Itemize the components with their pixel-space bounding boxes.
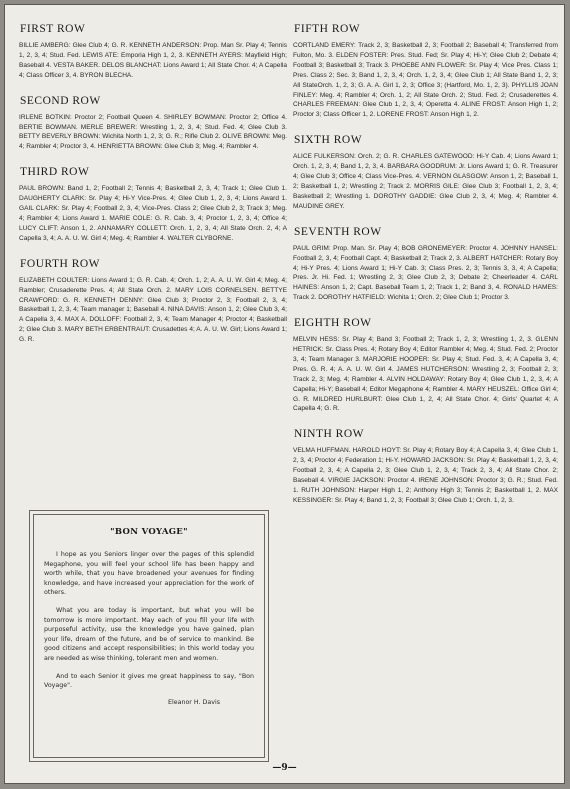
section-text: ELIZABETH COULTER: Lions Award 1; G. R. Cab. 4; Orch. 1, 2; A. A. U. W. Girl 4; Meg. 4; Rambler; Crusaderette Pres. 4; All State Orch. 2. MARY LOIS CORNELSEN. BETTYE CRAWFORD: G. R. KENNETH DENNY: Glee Club 3; Proctor 2, 3; Football 2, 3, 4; Basketball 1, 2, 3, 4; Team manager 1; Baseball 4. NINA DAVIS: Anson 1, 2; Glee Club 3, 4; A Capella 3, 4. MAX A. DOLLOFF: Football 2, 3, 4; Team Manager 4; Proctor 4; Basketball 2; Glee Club 3. MARY BETH ERBENTRAUT: Crusadettes 4; A. A. U. W. Girl; Lions Award 1; G. R. xyxy=(19,276,287,344)
bon-voyage-box xyxy=(29,510,269,762)
section-text: PAUL GRIM: Prop. Man. Sr. Play 4; BOB GRONEMEYER: Proctor 4. JOHNNY HANSEL: Football 2, 3, 4; Football Capt. 4; Basketball 2; Track 2, 3. ALBERT HATCHER: Rotary Boy 4; Hi-Y Pres. 4; Lions Award 1; Hi-Y Cab. 3; Class Pres. 2, 3; Tennis 3, 3, 4; A Capella; Pres. Jr. Hi. Fed. 1; Wrestling 2, 3; Glee Club 2, 3; Debate 2; Cheerleader 4. CARL HAINES: Anson 1, 2; Capt. Baseball Team 1, 2; Track 1, 2; Band 3, 4. RONALD HAMES: Track 2. DOROTHY HATFIELD: Wichita 1; Orch. 2; Glee Club 1; Proctor 3. xyxy=(293,244,558,302)
bon-voyage-inner-border xyxy=(33,514,265,758)
section-text: BILLIE AMBERG: Glee Club 4; G. R. KENNETH ANDERSON: Prop. Man Sr. Play 4; Tennis 1, 2, 3, 4; Stud. Fed. LEWIS ATE: Emporia High 1, 2, 3. KENNETH AYERS: Mayfield High; Baseball 4. VESTA BAKER. DELOS BLANCHAT: Lions Award 1; All State Chor. 4; A Capella 4; Class Officer 3, 4. BYRON BLECHA. xyxy=(19,42,287,79)
section-heading: THIRD ROW xyxy=(20,166,90,179)
section-heading: FOURTH ROW xyxy=(20,257,101,270)
sixth-row-section xyxy=(293,134,558,211)
section-heading: SECOND ROW xyxy=(20,94,101,107)
first-row-section xyxy=(19,23,287,81)
bon-voyage-paragraph: And to each Senior it gives me great happiness to say, "Bon Voyage". xyxy=(44,672,254,690)
section-text: IRLENE BOTKIN: Proctor 2; Football Queen 4. SHIRLEY BOWMAN: Proctor 2; Office 4. BERTIE BOWMAN. MERLE BREWER: Wrestling 1, 2, 3, 4; Stud. Fed. 4; Glee Club 3. BETTY BEVERLY BROWN: Wichita North 1, 2, 3; G. R.; Rifle Club 2. OLIVE BROWN: Meg. 4; Rambler 4; Proctor 3, 4. HENRIETTA BROWN: Glee Club 3; Meg. 4; Rambler 4. xyxy=(19,113,287,151)
page-number: —9— xyxy=(272,763,297,773)
ninth-row-section xyxy=(293,428,558,505)
section-text: ALICE FULKERSON: Orch. 2; G. R. CHARLES GATEWOOD: Hi-Y Cab. 4; Lions Award 1; Orch. 1, 2, 3, 4; Band 1, 2, 3, 4. BARBARA GOODRUM: Jr. Lions Award 1; G. R. Treasurer 4; Glee Club 3; Office 4; Class Vice-Pres. 4. VERNON GLASGOW: Anson 1, 2; Baseball 1, 2; Basketball 1, 2; Wrestling 2; Track 2. MORRIS GILE: Glee Club 3; Football 1, 2, 3, 4; Basketball 2; Wrestling 1. DOROTHY GADDIE: Glee Club 2, 3, 4; Meg. 4; Rambler 4. MAUDINE GREY. xyxy=(293,153,558,210)
seventh-row-section xyxy=(293,226,558,303)
third-row-section xyxy=(19,166,287,243)
bon-voyage-paragraph: I hope as you Seniors linger over the pages of this splendid Megaphone, you will feel your school life has been happy and worth while, that you have broadened your avenues for finding knowledge, and have increased your appreciation for the work of others. xyxy=(44,551,254,597)
fifth-row-section xyxy=(293,23,558,120)
bon-voyage-title: "BON VOYAGE" xyxy=(110,527,188,537)
bon-voyage-paragraph: What you are today is important, but what you will be tomorrow is more important. May each of you fill your life with purposeful activity, use the knowledge you have gained, plan your life, dream of the future, and be of service to mankind. Be good citizens and accept responsibilities; in this world today you are needed as wise thinking, tolerant men and women. xyxy=(44,606,254,662)
bon-voyage-signature: Eleanor H. Davis xyxy=(168,698,220,706)
left-column xyxy=(19,23,287,359)
yearbook-page xyxy=(4,4,565,784)
second-row-section xyxy=(19,95,287,153)
right-column xyxy=(293,23,558,520)
section-heading: EIGHTH ROW xyxy=(294,317,372,330)
section-text: CORTLAND EMERY: Track 2, 3; Basketball 2, 3; Football 2; Baseball 4; Transferred from Fulton, Mo. 3. ELDEN FOSTER: Pres. Stud. Fed; Sr. Play 4; Hi-Y; Glee Club 2; Debate 4; Football 3; Basketball 3; Track 3. PHOEBE ANN FLOWER: Sr. Play 4; Vice Pres. Class 1; Pres. Class 2; Sec. 3; Band 1, 2, 3, 4; Orch. 1, 2, 3, 4; Glee Club 1; All State Band 1, 2, 3; All StateOrch. 1, 2, 3; G. A. A. Girl 1, 2, 3; Office 3; (Hartford, Mo. 1, 2, 3). PHYLLIS JOAN FINLEY: Meg. 4; Rambler 4; Orch. 1, 2; All State Orch. 2; Stud. Fed. 2; Crusaderettes 4. CHARLES FREEMAN: Glee Club 1, 2, 3, 4; Operetta 4. ALINE FROST: Anson High 1, 2; Proctor 3; Class Officer 1, 2. LORENE FROST: Anson High 1, 2. xyxy=(293,42,558,119)
section-text: MELVIN HESS: Sr. Play 4; Band 3; Football 2; Track 1, 2, 3; Wrestling 1, 2, 3. GLENN HETRICK: Sr. Class Pres. 4; Rotary Boy 4; Editor Rambler 4; Meg. 4; Stud. Fed. 2; Proctor 3, 4; Team Manager 3. MARJORIE HOOPER: Sr. Play 4; Stud. Fed. 3, 4; A Capella 3, 4; Pres. G. R. 4; A. A. U. W. Girl 4. JAMES HUTCHERSON: Wrestling 2, 3; Football 2, 3; Track 2, 3; Meg. 4; Rambler 4. ALVIN HOLDAWAY: Rotary Boy 4; Glee Club 1, 2, 3, 4; A Capella; Hi-Y; Baseball 4; Editor Megaphone 4; Rambler 4. MARY HEUSZEL: Office Girl 4; G. R. MILDRED HURLBURT: Glee Club 1, 2, 4; All State Chor. 4; Girls' Quartet 4; A Capella 4; G. R. xyxy=(293,336,558,413)
fourth-row-section xyxy=(19,258,287,345)
section-heading: SIXTH ROW xyxy=(294,134,363,147)
section-text: PAUL BROWN: Band 1, 2; Football 2; Tennis 4; Basketball 2, 3, 4; Track 1; Glee Club 1. DAUGHERTY CLARK: Sr. Play 4; Hi-Y Vice-Pres. 4; Glee Club 1, 2, 3, 4; Lions Award 1. GAIL CLARK: Sr. Play 4; Football 2, 3, 4; Vice-Pres. Class 2; Glee Club 2, 3; Track 3; Meg. 4; Rambler 4; Lions Award 1. MARIE COLE: G. R. Cab. 3, 4; Proctor 1, 2, 3, 4; Office 4; LUCY CLIFT: Anson 1, 2. ANNAMARY COLLETT: Orch. 1, 2, 3, 4; All State Orch. 2, 4; A Capella 3, 4; A. A. U. W. Girl 4; Meg. 4; Rambler 4. WALTER CLYBORNE. xyxy=(19,185,287,242)
section-heading: FIFTH ROW xyxy=(294,23,361,35)
eighth-row-section xyxy=(293,317,558,414)
section-text: VELMA HUFFMAN. HAROLD HOYT: Sr. Play 4; Rotary Boy 4; A Capella 3, 4; Glee Club 1, 2, 3, 4; Proctor 4; Federation 1; Hi-Y. HOWARD JACKSON: Sr. Play 4; Basketball 1, 2, 3, 4; Football 2, 3, 4; A Capella 2, 3; Glee Club 1, 2, 3, 4; Track 2, 3, 4; All State Chor. 2; Baseball 4. VIRGIE JACKSON: Proctor 4. IRENE JOHNSON: Proctor 3; G. R.; Stud. Fed. 1. RUTH JOHNSON: Harper High 1, 2; Anthony High 3; Tennis 2; Basketball 1, 2. MAX KESSINGER: Sr. Play 4; Band 1, 2, 3; Football 3; Glee Club 1; Orch. 1, 2, 3. xyxy=(293,447,558,504)
section-heading: FIRST ROW xyxy=(20,23,86,35)
section-heading: SEVENTH ROW xyxy=(294,225,382,238)
section-heading: NINTH ROW xyxy=(294,428,364,441)
